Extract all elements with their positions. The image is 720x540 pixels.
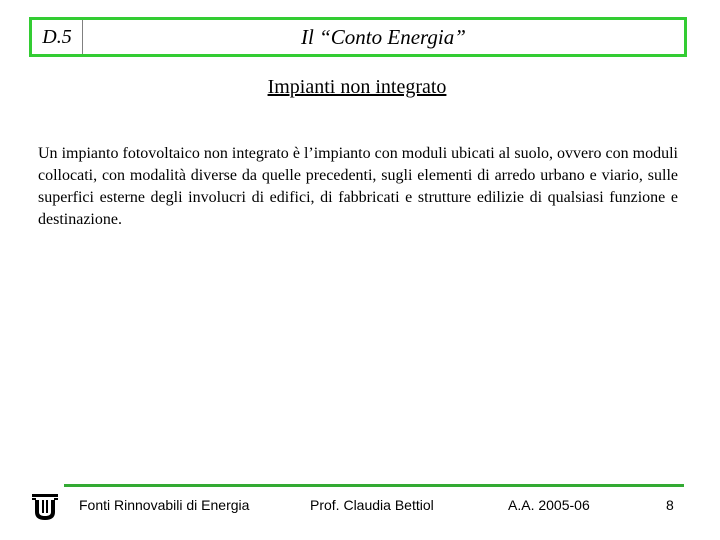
footer-divider — [64, 484, 684, 487]
section-code: D.5 — [32, 20, 83, 54]
footer-professor: Prof. Claudia Bettiol — [310, 497, 434, 513]
slide-header-title: Il “Conto Energia” — [301, 24, 466, 49]
body-paragraph: Un impianto fotovoltaico non integrato è l’impianto con moduli ubicati al suolo, ovvero con moduli collocati, con modalità diverse da quelle precedenti, sugli elementi di arredo urbano e viario, sulle superfici esterne degli involucri di edifici, di fabbricati e strutture edilizie di qualsiasi funzione e destinazione. — [38, 145, 678, 228]
header-box — [29, 17, 687, 57]
footer-academic-year: A.A. 2005-06 — [508, 497, 590, 513]
slide-subtitle: Impianti non integrato — [267, 76, 447, 98]
footer-page-number: 8 — [666, 497, 674, 513]
footer-course-name: Fonti Rinnovabili di Energia — [79, 497, 250, 513]
university-logo-icon — [30, 492, 60, 522]
